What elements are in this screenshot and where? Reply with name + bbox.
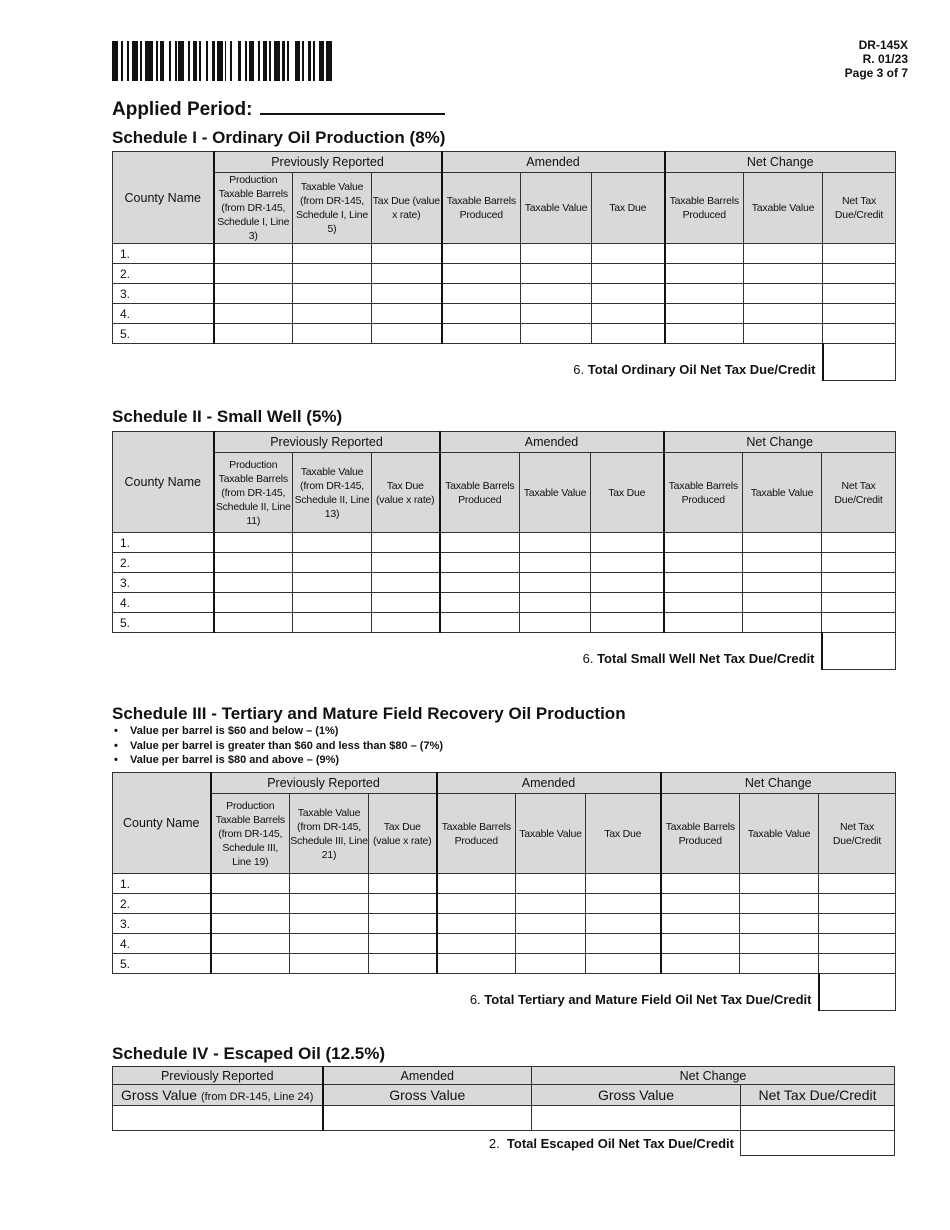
table-row [113,573,896,593]
previously-reported-header: Previously Reported [214,152,442,173]
entry-cell[interactable] [372,553,440,573]
rate-bullet: • Value per barrel is $80 and above – (9%) [112,753,443,768]
row-number: 4. [113,593,214,613]
row-number: 3. [113,284,214,304]
entry-cell[interactable] [664,533,743,553]
row-number: 2. [113,894,211,914]
amended-gross-value-field[interactable] [323,1106,532,1131]
table-row [113,613,896,633]
schedule-1-table [112,151,896,381]
entry-cell[interactable] [437,934,516,954]
entry-cell[interactable] [740,874,819,894]
entry-cell[interactable] [214,244,293,264]
tax-due-calc-header: Tax Due (value x rate) [369,794,437,874]
entry-cell[interactable] [372,613,440,633]
applied-period-label: Applied Period: [112,99,253,120]
amended-header: Amended [440,432,664,453]
net-change-header: Net Change [532,1067,895,1085]
entry-cell[interactable] [369,894,437,914]
amended-header: Amended [323,1067,532,1085]
row-number: 1. [113,244,214,264]
entry-cell[interactable] [293,533,372,553]
row-number: 3. [113,914,211,934]
entry-cell[interactable] [740,894,819,914]
table-row [113,934,896,954]
table-row [113,324,896,344]
schedule-3-rate-list [112,724,443,768]
entry-cell[interactable] [823,244,896,264]
net-tax-due-field[interactable] [741,1106,895,1131]
amended-barrels-header: Taxable Barrels Produced [437,794,516,874]
entry-cell[interactable] [586,914,661,934]
entry-cell[interactable] [664,593,743,613]
net-tax-due-header: Net Tax Due/Credit [819,794,896,874]
schedule-3-total-label [113,974,819,1011]
entry-cell[interactable] [520,533,591,553]
entry-cell[interactable] [665,304,744,324]
entry-cell[interactable] [372,593,440,613]
entry-cell[interactable] [293,553,372,573]
entry-cell[interactable] [442,244,521,264]
entry-cell[interactable] [743,573,822,593]
entry-cell[interactable] [211,914,290,934]
entry-cell[interactable] [437,914,516,934]
entry-cell[interactable] [520,553,591,573]
table-row [113,914,896,934]
total-line-text: Total Ordinary Oil Net Tax Due/Credit [587,361,816,377]
taxable-value-header: Taxable Value (from DR-145, Schedule II, Line 13) [293,453,372,533]
row-number: 5. [113,324,214,344]
entry-cell[interactable] [819,914,896,934]
entry-cell[interactable] [591,553,664,573]
entry-cell[interactable] [822,553,896,573]
entry-cell[interactable] [521,324,592,344]
schedule-3-rows [113,874,896,974]
taxable-value-header: Taxable Value (from DR-145, Schedule III, Line 21) [290,794,369,874]
schedule-4-total-field[interactable] [741,1131,895,1156]
net-value-header: Taxable Value [743,453,822,533]
entry-cell[interactable] [214,304,293,324]
entry-cell[interactable] [521,244,592,264]
total-line-number: 6. [582,650,594,666]
schedule-1-total-field[interactable] [823,344,896,381]
entry-cell[interactable] [744,284,823,304]
previously-reported-header: Previously Reported [214,432,440,453]
entry-cell[interactable] [740,934,819,954]
amended-header: Amended [437,773,661,794]
entry-cell[interactable] [442,324,521,344]
entry-cell[interactable] [293,613,372,633]
entry-cell[interactable] [516,894,586,914]
schedule-2-title: Schedule II - Small Well (5%) [112,407,343,426]
entry-cell[interactable] [516,934,586,954]
entry-cell[interactable] [661,914,740,934]
schedule-4-table [112,1066,895,1156]
entry-cell[interactable] [661,954,740,974]
entry-cell[interactable] [743,613,822,633]
form-id-block [845,38,908,80]
entry-cell[interactable] [592,244,665,264]
table-row [113,264,896,284]
row-number: 2. [113,264,214,284]
entry-cell[interactable] [520,573,591,593]
entry-cell[interactable] [586,874,661,894]
net-change-header: Net Change [664,432,896,453]
entry-cell[interactable] [592,324,665,344]
row-number: 4. [113,934,211,954]
gross-value-label: Gross Value [121,1087,198,1103]
entry-cell[interactable] [440,573,520,593]
schedule-2-total-label [113,633,822,670]
table-row [113,553,896,573]
net-change-header: Net Change [661,773,896,794]
schedule-2-table [112,431,896,670]
entry-cell[interactable] [437,894,516,914]
rate-bullet: • Value per barrel is greater than $60 and less than $80 – (7%) [112,739,443,754]
entry-cell[interactable] [516,954,586,974]
entry-cell[interactable] [823,284,896,304]
entry-cell[interactable] [440,613,520,633]
entry-cell[interactable] [521,284,592,304]
entry-cell[interactable] [665,244,744,264]
entry-cell[interactable] [591,573,664,593]
amended-tax-due-header: Tax Due [586,794,661,874]
entry-cell[interactable] [744,244,823,264]
entry-cell[interactable] [214,593,293,613]
previously-reported-header: Previously Reported [113,1067,323,1085]
entry-cell[interactable] [586,954,661,974]
county-name-header: County Name [113,152,214,244]
taxable-value-header: Taxable Value (from DR-145, Schedule I, Line 5) [293,173,372,244]
entry-cell[interactable] [369,874,437,894]
schedule-1-rows [113,244,896,344]
schedule-3-table [112,772,896,1011]
entry-cell[interactable] [740,954,819,974]
total-line-text: Total Small Well Net Tax Due/Credit [597,650,815,666]
entry-cell[interactable] [442,264,521,284]
entry-cell[interactable] [822,573,896,593]
entry-cell[interactable] [214,264,293,284]
entry-cell[interactable] [516,874,586,894]
total-line-text: Total Tertiary and Mature Field Oil Net Tax Due/Credit [484,991,812,1007]
entry-cell[interactable] [665,284,744,304]
entry-cell[interactable] [293,593,372,613]
entry-cell[interactable] [520,593,591,613]
entry-cell[interactable] [442,304,521,324]
entry-cell[interactable] [592,264,665,284]
production-barrels-header: Production Taxable Barrels (from DR-145, Schedule I, Line 3) [214,173,293,244]
entry-cell[interactable] [664,553,743,573]
entry-cell[interactable] [516,914,586,934]
table-row [113,874,896,894]
total-line-text: Total Escaped Oil Net Tax Due/Credit [506,1135,734,1151]
entry-cell[interactable] [290,874,369,894]
entry-cell[interactable] [369,914,437,934]
total-line-number: 6. [469,991,481,1007]
entry-cell[interactable] [372,324,442,344]
row-number: 1. [113,874,211,894]
entry-cell[interactable] [293,573,372,593]
gross-value-header [113,1085,323,1106]
row-number: 5. [113,954,211,974]
entry-cell[interactable] [823,324,896,344]
row-number: 3. [113,573,214,593]
tax-due-calc-header: Tax Due (value x rate) [372,173,442,244]
amended-value-header: Taxable Value [521,173,592,244]
entry-cell[interactable] [293,244,372,264]
entry-cell[interactable] [372,304,442,324]
entry-cell[interactable] [521,264,592,284]
barcode [112,41,334,81]
entry-cell[interactable] [819,874,896,894]
schedule-2-total-field[interactable] [822,633,896,670]
entry-cell[interactable] [372,264,442,284]
entry-cell[interactable] [290,894,369,914]
amended-barrels-header: Taxable Barrels Produced [440,453,520,533]
gross-value-source: (from DR-145, Line 24) [200,1091,314,1103]
net-barrels-header: Taxable Barrels Produced [665,173,744,244]
entry-cell[interactable] [214,284,293,304]
entry-cell[interactable] [661,894,740,914]
entry-cell[interactable] [440,533,520,553]
entry-cell[interactable] [744,324,823,344]
entry-cell[interactable] [440,593,520,613]
entry-cell[interactable] [293,284,372,304]
entry-cell[interactable] [214,553,293,573]
entry-cell[interactable] [743,593,822,613]
net-value-header: Taxable Value [740,794,819,874]
net-tax-due-header: Net Tax Due/Credit [741,1085,895,1106]
entry-cell[interactable] [372,284,442,304]
applied-period [112,97,445,121]
schedule-4-title: Schedule IV - Escaped Oil (12.5%) [112,1044,386,1063]
table-row [113,284,896,304]
amended-header: Amended [442,152,665,173]
entry-cell[interactable] [744,264,823,284]
entry-cell[interactable] [743,533,822,553]
entry-cell[interactable] [437,954,516,974]
county-name-header: County Name [113,432,214,533]
entry-cell[interactable] [437,874,516,894]
net-barrels-header: Taxable Barrels Produced [661,794,740,874]
total-line-number: 2. [488,1135,500,1151]
entry-cell[interactable] [369,934,437,954]
county-name-header: County Name [113,773,211,874]
row-number: 2. [113,553,214,573]
table-row [113,954,896,974]
entry-cell[interactable] [214,324,293,344]
applied-period-field[interactable] [260,97,445,115]
entry-cell[interactable] [369,954,437,974]
barcode-bar [332,41,334,81]
page-number: Page 3 of 7 [844,66,908,80]
amended-barrels-header: Taxable Barrels Produced [442,173,521,244]
production-barrels-header: Production Taxable Barrels (from DR-145, Schedule III, Line 19) [211,794,290,874]
schedule-2-rows [113,533,896,633]
entry-cell[interactable] [592,284,665,304]
amended-tax-due-header: Tax Due [592,173,665,244]
entry-cell[interactable] [661,874,740,894]
entry-cell[interactable] [211,874,290,894]
entry-cell[interactable] [823,304,896,324]
entry-cell[interactable] [440,553,520,573]
entry-cell[interactable] [822,533,896,553]
entry-cell[interactable] [214,573,293,593]
entry-cell[interactable] [214,613,293,633]
entry-cell[interactable] [290,954,369,974]
entry-cell[interactable] [665,264,744,284]
net-change-header: Net Change [665,152,896,173]
net-tax-due-header: Net Tax Due/Credit [822,453,896,533]
barcode-bar [145,41,152,81]
row-number: 1. [113,533,214,553]
production-barrels-header: Production Taxable Barrels (from DR-145, Schedule II, Line 11) [214,453,293,533]
amended-value-header: Taxable Value [520,453,591,533]
entry-cell[interactable] [293,304,372,324]
entry-cell[interactable] [664,573,743,593]
schedule-1-total-label [113,344,823,381]
net-barrels-header: Taxable Barrels Produced [664,453,743,533]
entry-cell[interactable] [591,613,664,633]
tax-due-calc-header: Tax Due (value x rate) [372,453,440,533]
entry-cell[interactable] [211,934,290,954]
total-line-number: 6. [573,361,585,377]
entry-cell[interactable] [665,324,744,344]
entry-cell[interactable] [290,934,369,954]
entry-cell[interactable] [372,573,440,593]
entry-cell[interactable] [819,954,896,974]
entry-cell[interactable] [293,264,372,284]
entry-cell[interactable] [592,304,665,324]
entry-cell[interactable] [740,914,819,934]
net-tax-due-header: Net Tax Due/Credit [823,173,896,244]
entry-cell[interactable] [290,914,369,934]
row-number: 5. [113,613,214,633]
entry-cell[interactable] [822,613,896,633]
net-value-header: Taxable Value [744,173,823,244]
table-row [113,304,896,324]
amended-tax-due-header: Tax Due [591,453,664,533]
table-row [113,244,896,264]
prev-gross-value-field[interactable] [113,1106,323,1131]
table-row [113,593,896,613]
form-number: DR-145X [858,38,908,52]
entry-cell[interactable] [819,894,896,914]
entry-cell[interactable] [744,304,823,324]
table-row [113,894,896,914]
schedule-1-title: Schedule I - Ordinary Oil Production (8%) [112,128,446,147]
entry-cell[interactable] [586,894,661,914]
schedule-3-title: Schedule III - Tertiary and Mature Field Recovery Oil Production [112,704,626,723]
previously-reported-header: Previously Reported [211,773,437,794]
entry-cell[interactable] [520,613,591,633]
net-gross-value-field[interactable] [532,1106,741,1131]
entry-cell[interactable] [211,894,290,914]
entry-cell[interactable] [661,934,740,954]
amended-gross-value-header: Gross Value [323,1085,532,1106]
entry-cell[interactable] [372,533,440,553]
table-row [113,533,896,553]
entry-cell[interactable] [591,593,664,613]
row-number: 4. [113,304,214,324]
net-gross-value-header: Gross Value [532,1085,741,1106]
entry-cell[interactable] [214,533,293,553]
schedule-4-total-label [113,1131,741,1156]
form-revision: R. 01/23 [862,52,908,66]
entry-cell[interactable] [211,954,290,974]
amended-value-header: Taxable Value [516,794,586,874]
entry-cell[interactable] [293,324,372,344]
entry-cell[interactable] [823,264,896,284]
rate-bullet: • Value per barrel is $60 and below – (1%) [112,724,443,739]
entry-cell[interactable] [664,613,743,633]
entry-cell[interactable] [372,244,442,264]
entry-cell[interactable] [743,553,822,573]
schedule-3-total-field[interactable] [819,974,896,1011]
entry-cell[interactable] [591,533,664,553]
entry-cell[interactable] [586,934,661,954]
entry-cell[interactable] [442,284,521,304]
entry-cell[interactable] [521,304,592,324]
entry-cell[interactable] [822,593,896,613]
entry-cell[interactable] [819,934,896,954]
